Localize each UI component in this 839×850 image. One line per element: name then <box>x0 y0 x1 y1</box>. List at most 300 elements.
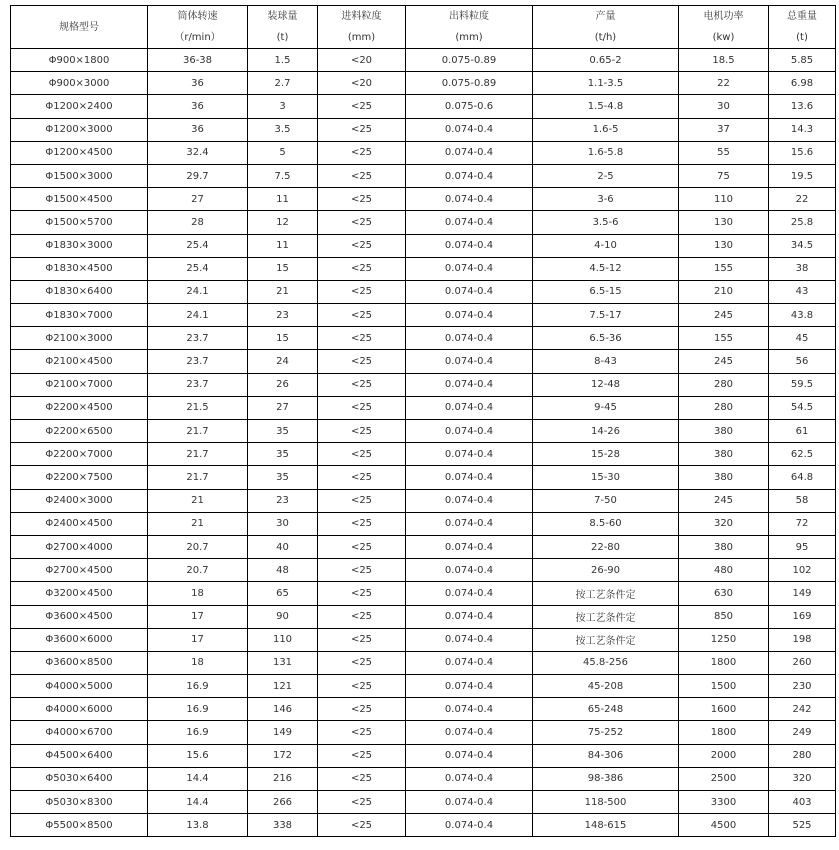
table-cell: 17 <box>148 628 248 651</box>
table-row <box>11 49 836 72</box>
table-cell: 7.5 <box>248 164 318 187</box>
table-header <box>11 6 836 49</box>
table-cell: 0.074-0.4 <box>406 304 533 327</box>
table-cell: Φ4500×6400 <box>11 744 148 767</box>
table-cell: 11 <box>248 234 318 257</box>
table-cell: Φ2100×7000 <box>11 373 148 396</box>
table-cell: <25 <box>318 791 406 814</box>
table-row <box>11 535 836 558</box>
table-cell: Φ2700×4000 <box>11 535 148 558</box>
table-cell: 0.074-0.4 <box>406 164 533 187</box>
table-cell: 0.074-0.4 <box>406 721 533 744</box>
table-cell: <20 <box>318 72 406 95</box>
table-cell: <25 <box>318 211 406 234</box>
table-cell: 75-252 <box>533 721 679 744</box>
table-cell: 1.1-3.5 <box>533 72 679 95</box>
table-cell: Φ2200×7000 <box>11 443 148 466</box>
table-cell: Φ2200×7500 <box>11 466 148 489</box>
table-body <box>11 49 836 837</box>
table-cell: <25 <box>318 582 406 605</box>
table-cell: 245 <box>679 350 769 373</box>
table-cell: 480 <box>679 559 769 582</box>
table-cell: 7-50 <box>533 489 679 512</box>
table-cell: 0.074-0.4 <box>406 559 533 582</box>
table-cell: 1800 <box>679 651 769 674</box>
table-cell: 102 <box>769 559 836 582</box>
table-cell: 245 <box>679 304 769 327</box>
table-row <box>11 327 836 350</box>
table-cell: 16.9 <box>148 675 248 698</box>
table-cell: Φ2200×6500 <box>11 420 148 443</box>
table-cell: Φ1200×4500 <box>11 141 148 164</box>
table-cell: 5.85 <box>769 49 836 72</box>
table-cell: 0.075-0.6 <box>406 95 533 118</box>
table-cell: Φ3200×4500 <box>11 582 148 605</box>
table-cell: 24 <box>248 350 318 373</box>
table-cell: 21.7 <box>148 466 248 489</box>
column-header-unit: (t/h) <box>594 32 617 43</box>
table-cell: <25 <box>318 721 406 744</box>
table-cell: 0.074-0.4 <box>406 628 533 651</box>
table-cell: 37 <box>679 118 769 141</box>
table-cell: Φ1830×3000 <box>11 234 148 257</box>
table-cell: Φ3600×6000 <box>11 628 148 651</box>
table-cell: 38 <box>769 257 836 280</box>
table-cell: 21.7 <box>148 420 248 443</box>
table-cell: 850 <box>679 605 769 628</box>
table-cell: 30 <box>248 512 318 535</box>
table-row <box>11 466 836 489</box>
table-row <box>11 234 836 257</box>
table-cell: 266 <box>248 791 318 814</box>
table-cell: Φ1500×3000 <box>11 164 148 187</box>
table-cell: 2500 <box>679 767 769 790</box>
table-cell: 14.4 <box>148 767 248 790</box>
table-cell: 15 <box>248 257 318 280</box>
table-cell: 380 <box>679 420 769 443</box>
table-cell: Φ3600×4500 <box>11 605 148 628</box>
table-cell: 98-386 <box>533 767 679 790</box>
table-cell: 43 <box>769 280 836 303</box>
table-cell: 130 <box>679 234 769 257</box>
table-cell: 149 <box>769 582 836 605</box>
table-cell: <25 <box>318 164 406 187</box>
table-cell: 58 <box>769 489 836 512</box>
table-cell: <25 <box>318 396 406 419</box>
table-cell: Φ5030×8300 <box>11 791 148 814</box>
table-cell: 26-90 <box>533 559 679 582</box>
table-cell: <25 <box>318 420 406 443</box>
table-row <box>11 489 836 512</box>
column-header-label: 规格型号 <box>59 21 99 33</box>
table-cell: <25 <box>318 744 406 767</box>
table-row <box>11 350 836 373</box>
table-cell: <25 <box>318 350 406 373</box>
table-cell: 1250 <box>679 628 769 651</box>
table-cell: 198 <box>769 628 836 651</box>
table-cell: 19.5 <box>769 164 836 187</box>
ball-mill-spec-table <box>10 5 836 837</box>
table-cell: Φ1200×3000 <box>11 118 148 141</box>
table-cell: 34.5 <box>769 234 836 257</box>
table-cell: <25 <box>318 535 406 558</box>
table-cell: <25 <box>318 234 406 257</box>
table-cell: 6.5-15 <box>533 280 679 303</box>
table-cell: 22 <box>679 72 769 95</box>
table-cell: 338 <box>248 814 318 837</box>
table-cell: 3300 <box>679 791 769 814</box>
table-cell: <25 <box>318 327 406 350</box>
column-header <box>148 6 248 49</box>
table-row <box>11 443 836 466</box>
table-cell: 21 <box>248 280 318 303</box>
table-cell: 15.6 <box>148 744 248 767</box>
table-cell: 0.074-0.4 <box>406 234 533 257</box>
table-row <box>11 118 836 141</box>
table-cell: 35 <box>248 466 318 489</box>
column-header <box>406 6 533 49</box>
table-row <box>11 164 836 187</box>
table-row <box>11 559 836 582</box>
table-cell: 0.074-0.4 <box>406 698 533 721</box>
table-cell: 4500 <box>679 814 769 837</box>
table-cell: 24.1 <box>148 304 248 327</box>
table-cell: 380 <box>679 466 769 489</box>
table-cell: Φ2100×3000 <box>11 327 148 350</box>
table-cell: 249 <box>769 721 836 744</box>
table-cell: 0.65-2 <box>533 49 679 72</box>
table-cell: 18.5 <box>679 49 769 72</box>
table-cell: <25 <box>318 651 406 674</box>
table-cell: 25.4 <box>148 234 248 257</box>
table-cell: 0.074-0.4 <box>406 211 533 234</box>
table-cell: 0.074-0.4 <box>406 350 533 373</box>
table-cell: Φ2700×4500 <box>11 559 148 582</box>
table-cell: 0.074-0.4 <box>406 512 533 535</box>
column-header-unit: (mm) <box>347 32 376 43</box>
table-cell: 59.5 <box>769 373 836 396</box>
column-header-unit: (t) <box>796 32 808 43</box>
table-cell: <25 <box>318 605 406 628</box>
table-cell: 25.8 <box>769 211 836 234</box>
table-cell: 110 <box>679 188 769 211</box>
table-cell: Φ1830×6400 <box>11 280 148 303</box>
table-cell: 15-28 <box>533 443 679 466</box>
column-header-label: 装球量 <box>267 11 298 22</box>
table-cell: 1800 <box>679 721 769 744</box>
table-cell: 35 <box>248 443 318 466</box>
table-cell: Φ4000×6700 <box>11 721 148 744</box>
table-cell: 12-48 <box>533 373 679 396</box>
table-row <box>11 257 836 280</box>
table-cell: 按工艺条件定 <box>533 582 679 605</box>
table-cell: 9-45 <box>533 396 679 419</box>
table-cell: Φ4000×6000 <box>11 698 148 721</box>
table-cell: 403 <box>769 791 836 814</box>
table-cell: 55 <box>679 141 769 164</box>
table-cell: 35 <box>248 420 318 443</box>
table-cell: Φ1200×2400 <box>11 95 148 118</box>
table-cell: 8.5-60 <box>533 512 679 535</box>
table-cell: 1.5 <box>248 49 318 72</box>
column-header <box>533 6 679 49</box>
table-cell: 按工艺条件定 <box>533 605 679 628</box>
table-cell: <25 <box>318 675 406 698</box>
table-cell: 1500 <box>679 675 769 698</box>
table-cell: 0.074-0.4 <box>406 582 533 605</box>
table-cell: 0.074-0.4 <box>406 188 533 211</box>
table-cell: 18 <box>148 582 248 605</box>
table-cell: 525 <box>769 814 836 837</box>
table-cell: 23.7 <box>148 373 248 396</box>
table-cell: 172 <box>248 744 318 767</box>
table-cell: <25 <box>318 814 406 837</box>
table-cell: 22-80 <box>533 535 679 558</box>
table-cell: 29.7 <box>148 164 248 187</box>
column-header-label: 总重量 <box>787 11 817 22</box>
table-cell: 27 <box>148 188 248 211</box>
column-header-label: 出料粒度 <box>449 11 489 22</box>
table-cell: 36 <box>148 95 248 118</box>
table-cell: 8-43 <box>533 350 679 373</box>
table-cell: 0.074-0.4 <box>406 396 533 419</box>
column-header-unit: (kw) <box>712 32 735 43</box>
table-cell: 14.4 <box>148 791 248 814</box>
table-cell: 630 <box>679 582 769 605</box>
table-cell: <25 <box>318 280 406 303</box>
table-row <box>11 698 836 721</box>
table-cell: 26 <box>248 373 318 396</box>
table-cell: 12 <box>248 211 318 234</box>
table-row <box>11 396 836 419</box>
table-cell: 23.7 <box>148 350 248 373</box>
table-row <box>11 141 836 164</box>
table-cell: 11 <box>248 188 318 211</box>
column-header <box>679 6 769 49</box>
table-cell: 40 <box>248 535 318 558</box>
table-cell: 21 <box>148 489 248 512</box>
table-cell: Φ1500×5700 <box>11 211 148 234</box>
table-cell: 20.7 <box>148 559 248 582</box>
table-cell: 72 <box>769 512 836 535</box>
table-cell: 14-26 <box>533 420 679 443</box>
column-header-label: 电机功率 <box>703 11 744 22</box>
table-cell: 3-6 <box>533 188 679 211</box>
table-cell: 1.6-5 <box>533 118 679 141</box>
table-cell: 0.074-0.4 <box>406 118 533 141</box>
table-cell: 按工艺条件定 <box>533 628 679 651</box>
table-row <box>11 420 836 443</box>
table-cell: 0.074-0.4 <box>406 791 533 814</box>
table-cell: 13.8 <box>148 814 248 837</box>
table-cell: 3 <box>248 95 318 118</box>
table-cell: 24.1 <box>148 280 248 303</box>
table-cell: Φ1830×4500 <box>11 257 148 280</box>
table-cell: 242 <box>769 698 836 721</box>
table-row <box>11 721 836 744</box>
table-cell: 65-248 <box>533 698 679 721</box>
table-cell: 23 <box>248 304 318 327</box>
table-cell: 0.075-0.89 <box>406 72 533 95</box>
table-cell: <25 <box>318 443 406 466</box>
table-cell: 280 <box>679 396 769 419</box>
table-row <box>11 651 836 674</box>
table-row <box>11 744 836 767</box>
table-cell: 90 <box>248 605 318 628</box>
table-cell: 216 <box>248 767 318 790</box>
table-cell: 45.8-256 <box>533 651 679 674</box>
table-cell: <25 <box>318 489 406 512</box>
table-cell: 4-10 <box>533 234 679 257</box>
table-cell: 0.074-0.4 <box>406 327 533 350</box>
table-cell: 210 <box>679 280 769 303</box>
table-cell: 0.074-0.4 <box>406 675 533 698</box>
table-row <box>11 95 836 118</box>
table-cell: 6.5-36 <box>533 327 679 350</box>
table-row <box>11 582 836 605</box>
table-cell: 1.5-4.8 <box>533 95 679 118</box>
table-cell: <25 <box>318 373 406 396</box>
table-cell: 1.6-5.8 <box>533 141 679 164</box>
table-cell: 0.074-0.4 <box>406 420 533 443</box>
table-row <box>11 188 836 211</box>
table-cell: <25 <box>318 466 406 489</box>
table-cell: 5 <box>248 141 318 164</box>
table-cell: 16.9 <box>148 698 248 721</box>
table-cell: 45-208 <box>533 675 679 698</box>
table-cell: <25 <box>318 698 406 721</box>
table-cell: 0.074-0.4 <box>406 280 533 303</box>
table-cell: 32.4 <box>148 141 248 164</box>
table-cell: 149 <box>248 721 318 744</box>
table-cell: Φ2200×4500 <box>11 396 148 419</box>
table-cell: <25 <box>318 512 406 535</box>
table-cell: 280 <box>769 744 836 767</box>
column-header-label: 筒体转速 <box>177 11 218 22</box>
table-cell: 36-38 <box>148 49 248 72</box>
table-cell: Φ1500×4500 <box>11 188 148 211</box>
table-cell: <25 <box>318 767 406 790</box>
table-cell: 110 <box>248 628 318 651</box>
column-header-unit: (mm) <box>455 32 483 43</box>
table-cell: 155 <box>679 327 769 350</box>
table-cell: 61 <box>769 420 836 443</box>
table-row <box>11 791 836 814</box>
table-cell: 36 <box>148 118 248 141</box>
table-cell: 15-30 <box>533 466 679 489</box>
table-row <box>11 628 836 651</box>
table-cell: <20 <box>318 49 406 72</box>
table-cell: 2.7 <box>248 72 318 95</box>
table-cell: 0.074-0.4 <box>406 651 533 674</box>
table-cell: 0.074-0.4 <box>406 466 533 489</box>
table-cell: 64.8 <box>769 466 836 489</box>
table-cell: 15.6 <box>769 141 836 164</box>
table-cell: 65 <box>248 582 318 605</box>
table-cell: 18 <box>148 651 248 674</box>
table-row <box>11 304 836 327</box>
table-cell: 0.074-0.4 <box>406 141 533 164</box>
table-cell: 130 <box>679 211 769 234</box>
table-cell: <25 <box>318 95 406 118</box>
table-cell: 7.5-17 <box>533 304 679 327</box>
table-cell: 121 <box>248 675 318 698</box>
table-cell: 230 <box>769 675 836 698</box>
column-header <box>769 6 836 49</box>
table-cell: Φ900×1800 <box>11 49 148 72</box>
table-cell: Φ2400×4500 <box>11 512 148 535</box>
table-cell: 1600 <box>679 698 769 721</box>
column-header-label: 产量 <box>595 11 616 22</box>
table-cell: Φ5500×8500 <box>11 814 148 837</box>
table-cell: 56 <box>769 350 836 373</box>
table-cell: 0.074-0.4 <box>406 535 533 558</box>
table-cell: 0.074-0.4 <box>406 443 533 466</box>
table-cell: 0.074-0.4 <box>406 767 533 790</box>
table-cell: <25 <box>318 188 406 211</box>
column-header <box>11 6 148 49</box>
table-cell: 48 <box>248 559 318 582</box>
table-cell: 14.3 <box>769 118 836 141</box>
table-row <box>11 675 836 698</box>
table-cell: 2-5 <box>533 164 679 187</box>
table-cell: <25 <box>318 257 406 280</box>
table-cell: 380 <box>679 443 769 466</box>
table-cell: 30 <box>679 95 769 118</box>
table-row <box>11 767 836 790</box>
table-cell: 13.6 <box>769 95 836 118</box>
table-cell: <25 <box>318 304 406 327</box>
table-row <box>11 814 836 837</box>
table-cell: <25 <box>318 559 406 582</box>
table-cell: 0.074-0.4 <box>406 605 533 628</box>
table-cell: 27 <box>248 396 318 419</box>
table-cell: Φ1830×7000 <box>11 304 148 327</box>
table-cell: 16.9 <box>148 721 248 744</box>
table-cell: <25 <box>318 118 406 141</box>
table-cell: 95 <box>769 535 836 558</box>
table-cell: Φ3600×8500 <box>11 651 148 674</box>
table-cell: 148-615 <box>533 814 679 837</box>
column-header-label: 进料粒度 <box>341 11 382 22</box>
header-row <box>11 6 836 49</box>
table-cell: 155 <box>679 257 769 280</box>
table-cell: 320 <box>679 512 769 535</box>
column-header-unit: (t) <box>276 32 289 43</box>
table-cell: <25 <box>318 628 406 651</box>
table-cell: 15 <box>248 327 318 350</box>
table-cell: 2000 <box>679 744 769 767</box>
table-cell: 22 <box>769 188 836 211</box>
table-cell: Φ5030×6400 <box>11 767 148 790</box>
table-cell: 23 <box>248 489 318 512</box>
table-row <box>11 512 836 535</box>
table-cell: 28 <box>148 211 248 234</box>
table-cell: 280 <box>679 373 769 396</box>
table-cell: 21 <box>148 512 248 535</box>
table-cell: 380 <box>679 535 769 558</box>
table-cell: Φ2400×3000 <box>11 489 148 512</box>
table-cell: 3.5 <box>248 118 318 141</box>
table-cell: 75 <box>679 164 769 187</box>
table-cell: 62.5 <box>769 443 836 466</box>
table-row <box>11 373 836 396</box>
table-cell: Φ2100×4500 <box>11 350 148 373</box>
table-cell: 0.074-0.4 <box>406 373 533 396</box>
table-cell: 17 <box>148 605 248 628</box>
column-header <box>318 6 406 49</box>
table-row <box>11 211 836 234</box>
